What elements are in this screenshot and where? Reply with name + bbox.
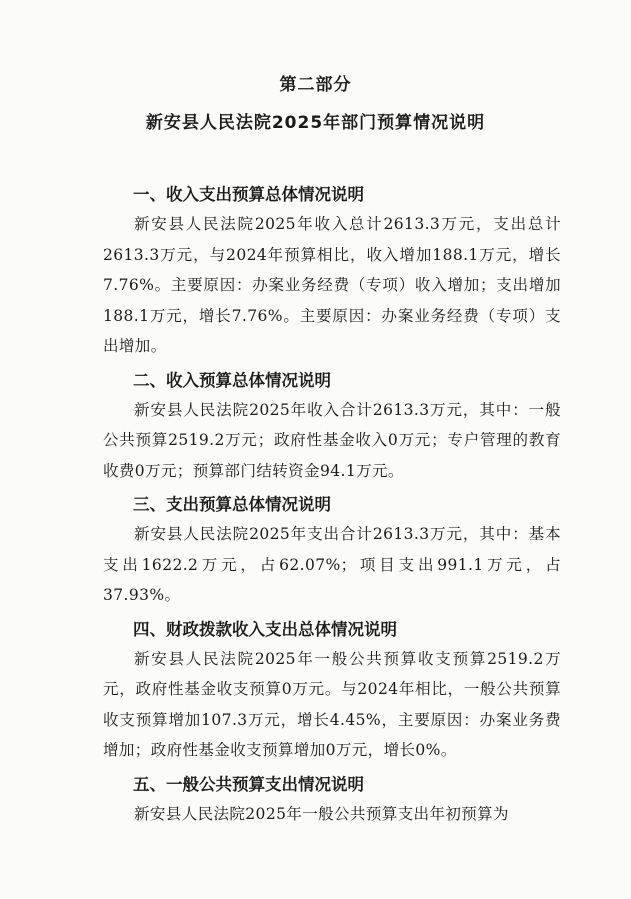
document-body: [103, 180, 561, 829]
section-heading-5: 五、一般公共预算支出情况说明: [133, 774, 364, 794]
section-heading-2: 二、收入预算总体情况说明: [133, 370, 331, 390]
part-label: 第二部分: [279, 75, 352, 95]
section-paragraph-2: 新安县人民法院2025年收入合计2613.3万元，其中：一般公共预算2519.2万元；政府性基金收入0万元；专户管理的教育收费0万元；预算部门结转资金94.1万元。: [103, 400, 561, 480]
section-paragraph-1: 新安县人民法院2025年收入总计2613.3万元，支出总计2613.3万元，与2024年预算相比，收入增加188.1万元，增长7.76%。主要原因：办案业务经费（专项）收入增加；支出增加188.1万元，增长7.76%。主要原因：办案业务经费（专项）支出增加。: [103, 215, 561, 355]
section-paragraph-5: 新安县人民法院2025年一般公共预算支出年初预算为: [134, 804, 509, 823]
section-heading-3: 三、支出预算总体情况说明: [133, 495, 331, 514]
section-heading-4: 四、财政拨款收入支出总体情况说明: [133, 619, 397, 639]
section-heading-1: 一、收入支出预算总体情况说明: [133, 185, 364, 204]
section-paragraph-3: 新安县人民法院2025年支出合计2613.3万元，其中：基本支出1622.2万元，占62.07%；项目支出991.1万元，占37.93%。: [103, 525, 561, 604]
document-title: 新安县人民法院2025年部门预算情况说明: [145, 113, 486, 133]
section-paragraph-4: 新安县人民法院2025年一般公共预算收支预算2519.2万元，政府性基金收支预算0万元。与2024年相比，一般公共预算收支预算增加107.3万元，增长4.45%，主要原因：办案业务费增加；政府性基金收支预算增加0万元，增长0%。: [103, 649, 561, 759]
